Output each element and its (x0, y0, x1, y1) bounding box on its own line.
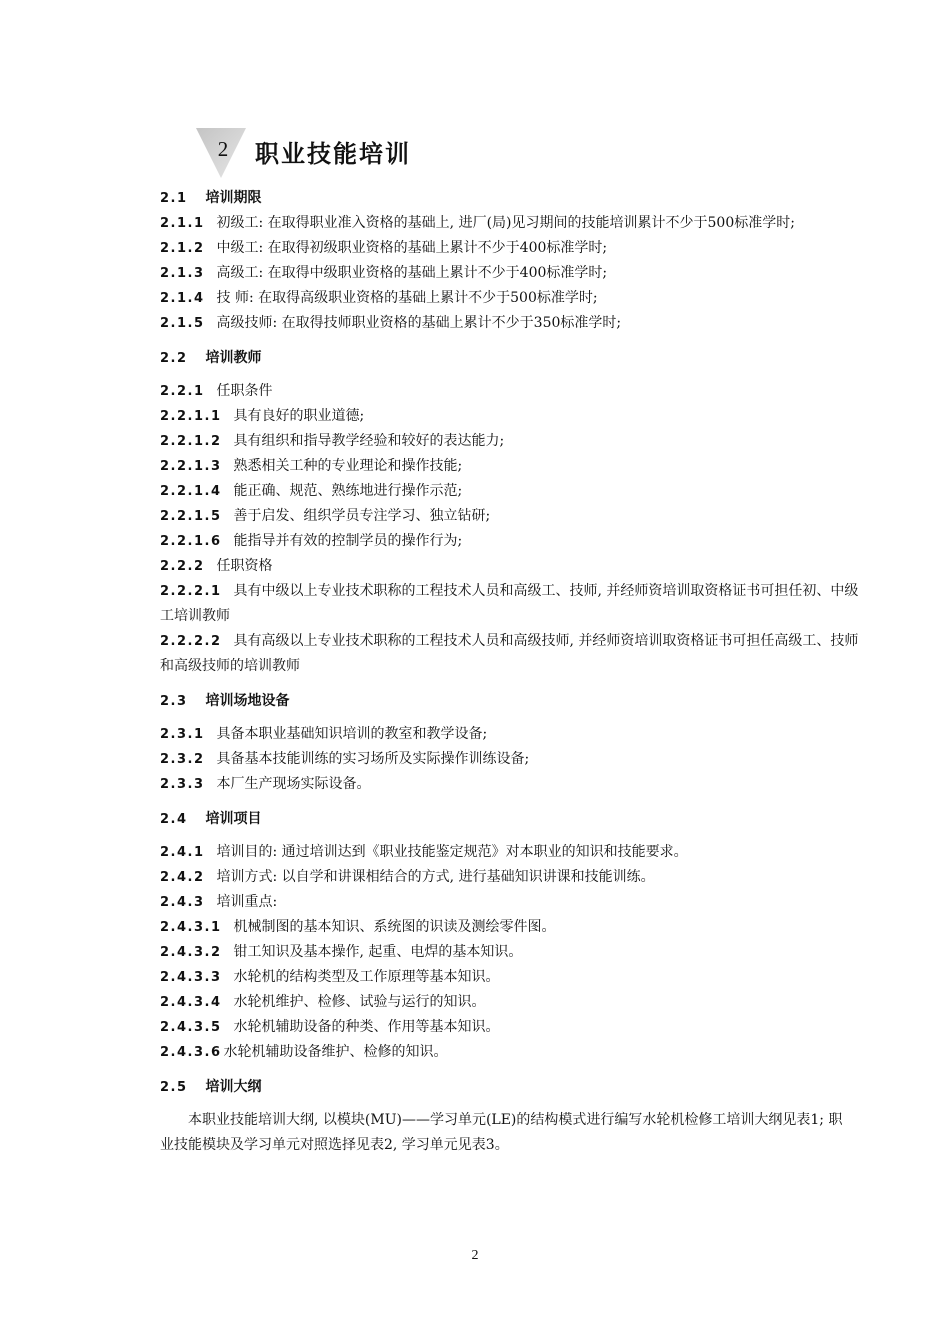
item-text: 本厂生产现场实际设备。 (216, 776, 371, 792)
section-2-1-heading (160, 186, 860, 211)
list-item (160, 286, 860, 311)
item-number: 2.4.2 (160, 870, 205, 885)
item-number: 2.2.2.1 (160, 584, 222, 599)
item-number: 2.2.2.2 (160, 634, 222, 649)
section-title: 培训大纲 (205, 1079, 262, 1095)
item-text: 具有高级以上专业技术职称的工程技术人员和高级技师, 并经师资培训取资格证书可担任高级工、技师和高级技师的培训教师 (160, 633, 859, 674)
item-number: 2.4.3.2 (160, 945, 222, 960)
section-number: 2.2 (160, 351, 188, 366)
item-text: 具有中级以上专业技术职称的工程技术人员和高级工、技师, 并经师资培训取资格证书可担任初、中级工培训教师 (160, 583, 859, 624)
list-item (160, 236, 860, 261)
item-text: 水轮机维护、检修、试验与运行的知识。 (233, 994, 486, 1010)
item-number: 2.4.3.4 (160, 995, 222, 1010)
page-number: 2 (471, 1248, 479, 1263)
list-item (160, 429, 860, 454)
list-item (160, 772, 860, 797)
item-number: 2.2.1.5 (160, 509, 222, 524)
list-item (160, 404, 860, 429)
chapter-title: 职业技能培训 (255, 140, 411, 168)
item-number: 2.4.3.1 (160, 920, 222, 935)
list-item (160, 890, 860, 915)
item-number: 2.1.2 (160, 241, 205, 256)
item-text: 具备基本技能训练的实习场所及实际操作训练设备; (216, 751, 530, 767)
item-text: 任职资格 (216, 558, 273, 574)
list-item (160, 915, 860, 940)
list-item (160, 840, 860, 865)
item-text: 培训方式: 以自学和讲课相结合的方式, 进行基础知识讲课和技能训练。 (216, 869, 655, 885)
list-item (160, 504, 860, 529)
list-item (160, 940, 860, 965)
item-text: 能正确、规范、熟练地进行操作示范; (233, 483, 463, 499)
item-number: 2.2.1.3 (160, 459, 222, 474)
item-text: 中级工: 在取得初级职业资格的基础上累计不少于400标准学时; (216, 240, 608, 256)
item-number: 2.4.3.5 (160, 1020, 222, 1035)
item-text: 任职条件 (216, 383, 273, 399)
item-number: 2.2.1.4 (160, 484, 222, 499)
section-title: 培训场地设备 (205, 693, 290, 709)
section-title: 培训教师 (205, 350, 262, 366)
list-item (160, 311, 860, 336)
list-item (160, 629, 860, 679)
list-item (160, 211, 860, 236)
item-number: 2.3.3 (160, 777, 205, 792)
item-number: 2.3.2 (160, 752, 205, 767)
item-text: 培训重点: (216, 894, 278, 910)
item-text: 高级工: 在取得中级职业资格的基础上累计不少于400标准学时; (216, 265, 608, 281)
list-item (160, 1015, 860, 1040)
list-item (160, 722, 860, 747)
item-text: 技 师: 在取得高级职业资格的基础上累计不少于500标准学时; (216, 290, 598, 306)
outline-paragraph: 本职业技能培训大纲, 以模块(MU)——学习单元(LE)的结构模式进行编写水轮机检修工培训大纲见表1; 职业技能模块及学习单元对照选择见表2, 学习单元见表3。 (160, 1112, 843, 1153)
section-title: 培训项目 (205, 811, 262, 827)
section-number: 2.3 (160, 694, 188, 709)
subsection-heading (160, 379, 860, 404)
list-item (160, 261, 860, 286)
item-text: 机械制图的基本知识、系统图的识读及测绘零件图。 (233, 919, 556, 935)
item-number: 2.3.1 (160, 727, 205, 742)
item-text: 能指导并有效的控制学员的操作行为; (233, 533, 463, 549)
list-item (160, 454, 860, 479)
item-number: 2.2.1.1 (160, 409, 222, 424)
item-number: 2.2.1 (160, 384, 205, 399)
item-number: 2.4.3 (160, 895, 205, 910)
list-item (160, 990, 860, 1015)
section-2-4-heading (160, 807, 860, 832)
item-number: 2.1.5 (160, 316, 205, 331)
item-text: 熟悉相关工种的专业理论和操作技能; (233, 458, 463, 474)
item-number: 2.4.3.6 (160, 1045, 222, 1060)
item-text: 培训目的: 通过培训达到《职业技能鉴定规范》对本职业的知识和技能要求。 (216, 844, 688, 860)
item-number: 2.2.1.2 (160, 434, 222, 449)
item-text: 具有良好的职业道德; (233, 408, 365, 424)
item-number: 2.2.2 (160, 559, 205, 574)
section-number: 2.1 (160, 191, 188, 206)
item-text: 善于启发、组织学员专注学习、独立钻研; (233, 508, 491, 524)
section-2-2-heading (160, 346, 860, 371)
list-item (160, 747, 860, 772)
item-number: 2.1.4 (160, 291, 205, 306)
list-item (160, 479, 860, 504)
item-text: 高级技师: 在取得技师职业资格的基础上累计不少于350标准学时; (216, 315, 622, 331)
item-text: 水轮机辅助设备维护、检修的知识。 (223, 1044, 448, 1060)
list-item (160, 529, 860, 554)
item-text: 水轮机辅助设备的种类、作用等基本知识。 (233, 1019, 500, 1035)
list-item (160, 865, 860, 890)
item-number: 2.1.1 (160, 216, 205, 231)
item-text: 初级工: 在取得职业准入资格的基础上, 进厂(局)见习期间的技能培训累计不少于500标准学时; (216, 215, 795, 231)
item-number: 2.4.3.3 (160, 970, 222, 985)
subsection-heading (160, 554, 860, 579)
item-text: 水轮机的结构类型及工作原理等基本知识。 (233, 969, 500, 985)
chapter-heading (196, 128, 456, 180)
list-item (160, 965, 860, 990)
section-number: 2.4 (160, 812, 188, 827)
section-number: 2.5 (160, 1080, 188, 1095)
list-item (160, 1040, 860, 1065)
list-item (160, 579, 860, 629)
item-number: 2.2.1.6 (160, 534, 222, 549)
item-number: 2.1.3 (160, 266, 205, 281)
section-title: 培训期限 (205, 190, 262, 206)
item-text: 具有组织和指导教学经验和较好的表达能力; (233, 433, 505, 449)
item-text: 具备本职业基础知识培训的教室和教学设备; (216, 726, 488, 742)
item-number: 2.4.1 (160, 845, 205, 860)
section-2-3-heading (160, 689, 860, 714)
section-2-5-heading (160, 1075, 860, 1100)
chapter-number: 2 (217, 137, 229, 161)
document-body (160, 186, 860, 1158)
item-text: 钳工知识及基本操作, 起重、电焊的基本知识。 (233, 944, 523, 960)
